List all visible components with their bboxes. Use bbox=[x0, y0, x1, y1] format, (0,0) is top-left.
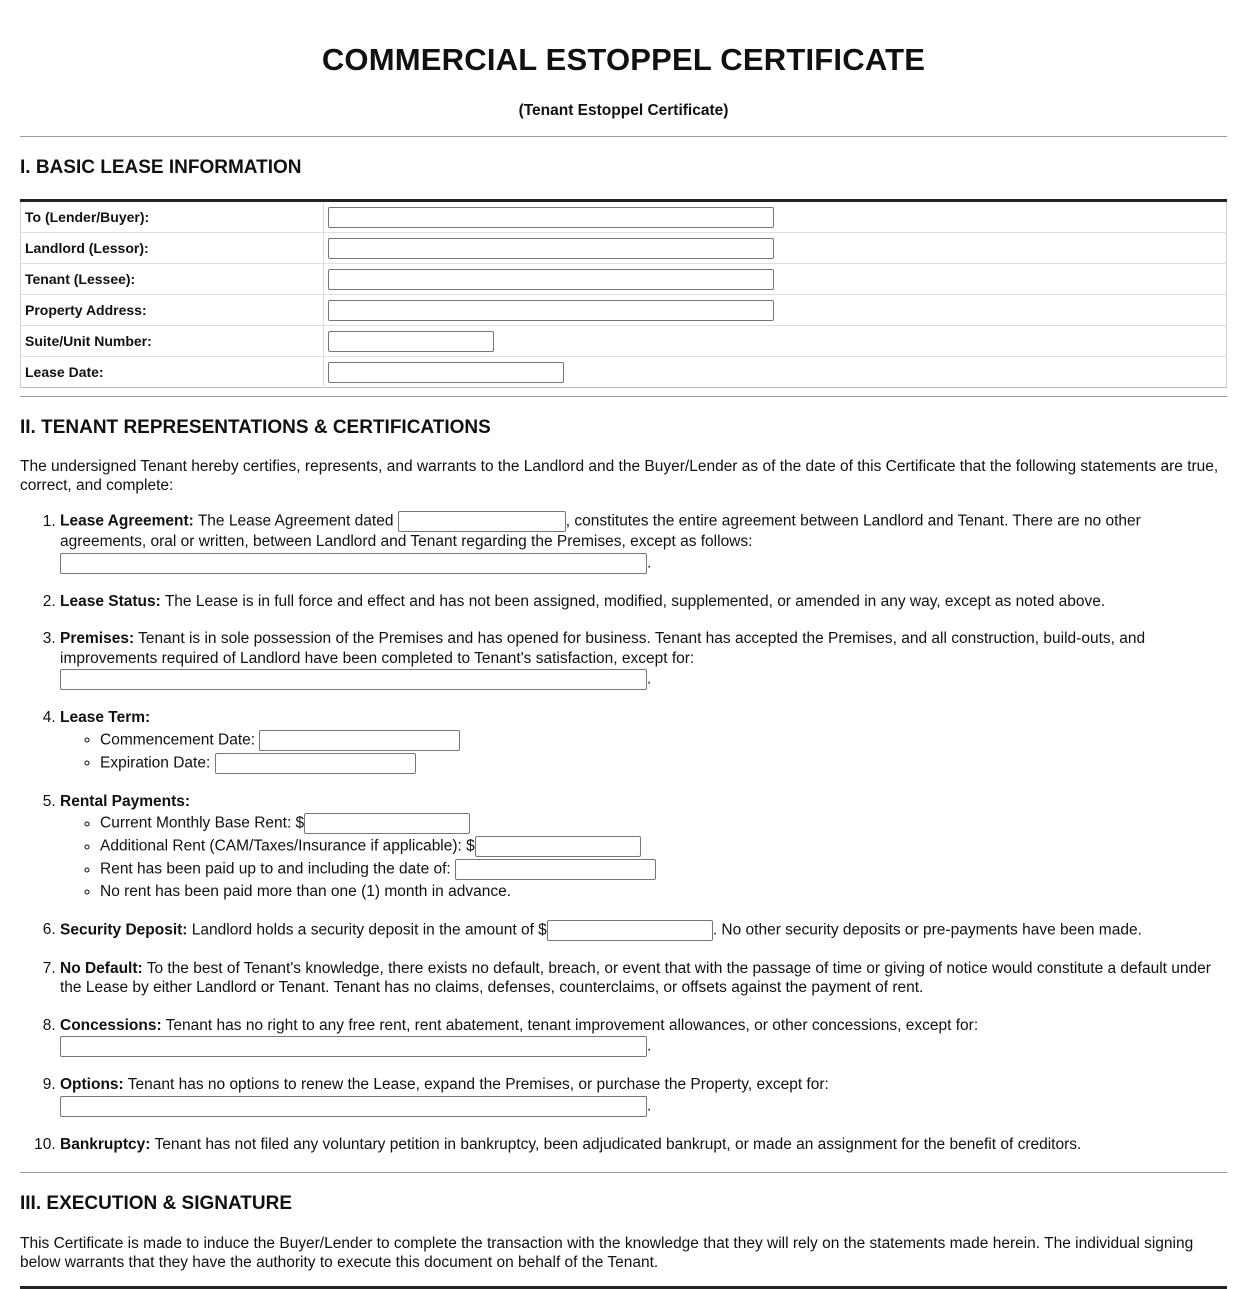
table-row bbox=[21, 201, 1227, 233]
list-item-options: 9. Options: Tenant has no options to renew the Lease, expand the Premises, or purchase the Property, except for: . bbox=[60, 1075, 1227, 1117]
options-exceptions-input[interactable] bbox=[60, 1096, 647, 1117]
item-text: To the best of Tenant's knowledge, there exists no default, breach, or event that with the passage of time or giving of notice would constitute a default under the Lease by either Landlord or Tenant. Tenant has no claims, defenses, counterclaims, or offsets against the payment of rent. bbox=[60, 959, 1211, 996]
list-item-premises: 3. Premises: Tenant is in sole possession of the Premises and has opened for business. Tenant has accepted the Premises, and all construction, build-outs, and improvements required of Landlord have been completed to Tenant's satisfaction, except for: . bbox=[60, 629, 1227, 690]
tenant-input[interactable] bbox=[328, 269, 774, 290]
divider bbox=[20, 396, 1227, 397]
table-row bbox=[21, 264, 1227, 295]
rent-paid-through-input[interactable] bbox=[455, 859, 656, 880]
document-title: COMMERCIAL ESTOPPEL CERTIFICATE bbox=[321, 42, 926, 77]
list-item-bankruptcy bbox=[60, 1135, 1227, 1155]
list-item-lease-agreement: 1. Lease Agreement: The Lease Agreement dated , constitutes the entire agreement between Landlord and Tenant. There are no other agreements, oral or written, between Landlord and Tenant regarding the Premises, except as follows: . bbox=[60, 511, 1227, 574]
suite-unit-input[interactable] bbox=[328, 331, 494, 352]
representations-intro: The undersigned Tenant hereby certifies, represents, and warrants to the Landlord and the Buyer/Lender as of the date of this Certificate that the following statements are true, correct, and complete: bbox=[20, 458, 1219, 494]
item-title: No Default: bbox=[60, 959, 143, 977]
property-address-label: Property Address: bbox=[21, 295, 324, 326]
item-text: Tenant is in sole possession of the Premises and has opened for business. Tenant has accepted the Premises, and all construction, build-outs, and improvements required of Landlord have been completed to Tenant's satisfaction, except for: bbox=[60, 630, 1146, 667]
basic-lease-info-table bbox=[20, 199, 1227, 388]
divider bbox=[20, 136, 1227, 137]
item-title: Premises: bbox=[60, 630, 135, 647]
list-item-lease-status bbox=[60, 592, 1227, 612]
item-title: Lease Term: bbox=[60, 709, 151, 726]
item-text: , constitutes the entire agreement between Landlord and Tenant. There are no other agreements, oral or written, between Landlord and Tenant regarding the Premises, except as follows: bbox=[60, 512, 1141, 550]
item-text: . No other security deposits or pre-payments have been made. bbox=[712, 921, 1142, 939]
item-title: Security Deposit: bbox=[60, 921, 188, 939]
property-address-input[interactable] bbox=[328, 300, 774, 321]
lease-agreement-exceptions-input[interactable] bbox=[60, 553, 647, 574]
tenant-label: Tenant (Lessee): bbox=[21, 264, 324, 295]
sub-item-expiration-date: ◦ Expiration Date: bbox=[100, 753, 1227, 774]
item-title: Rental Payments: bbox=[60, 792, 191, 810]
table-row bbox=[21, 357, 1227, 388]
to-lender-buyer-label: To (Lender/Buyer): bbox=[21, 201, 324, 233]
item-text: Tenant has no options to renew the Lease, expand the Premises, or purchase the Property, except for: bbox=[127, 1076, 829, 1093]
section-heading-basic-lease-info: I. BASIC LEASE INFORMATION bbox=[20, 157, 302, 178]
commencement-date-input[interactable] bbox=[259, 730, 460, 751]
premises-exceptions-input[interactable] bbox=[60, 669, 647, 690]
table-row bbox=[21, 233, 1227, 264]
additional-rent-input[interactable] bbox=[475, 836, 641, 857]
execution-statement: This Certificate is made to induce the Buyer/Lender to complete the transaction with the knowledge that they will rely on the statements made herein. The individual signing below warrants that they have the authority to execute this document on behalf of the Tenant. bbox=[20, 1235, 1194, 1271]
lease-date-label: Lease Date: bbox=[21, 357, 324, 388]
section-heading-tenant-representations: II. TENANT REPRESENTATIONS & CERTIFICATIONS bbox=[20, 417, 491, 438]
base-rent-input[interactable] bbox=[304, 813, 470, 834]
list-item-security-deposit bbox=[60, 920, 1227, 941]
expiration-date-input[interactable] bbox=[215, 753, 416, 774]
landlord-label: Landlord (Lessor): bbox=[21, 233, 324, 264]
lease-date-input[interactable] bbox=[328, 362, 564, 383]
list-item-no-default bbox=[60, 959, 1227, 998]
landlord-input[interactable] bbox=[328, 238, 774, 259]
item-title: Options: bbox=[60, 1076, 124, 1093]
sub-item-no-advance-rent: ◦ No rent has been paid more than one (1) month in advance. bbox=[100, 882, 1227, 902]
item-title: Lease Agreement: bbox=[60, 512, 194, 530]
item-text: The Lease Agreement dated bbox=[197, 512, 394, 530]
list-item-lease-term bbox=[60, 708, 1227, 774]
table-row bbox=[21, 295, 1227, 326]
item-text: Landlord holds a security deposit in the amount of $ bbox=[191, 921, 547, 939]
suite-unit-label: Suite/Unit Number: bbox=[21, 326, 324, 357]
item-title: Bankruptcy: bbox=[60, 1135, 151, 1153]
to-lender-buyer-input[interactable] bbox=[328, 207, 774, 228]
security-deposit-input[interactable] bbox=[547, 920, 713, 941]
section-heading-execution-signature: III. EXECUTION & SIGNATURE bbox=[20, 1193, 293, 1214]
item-text: Tenant has no right to any free rent, rent abatement, tenant improvement allowances, or other concessions, except for: bbox=[165, 1016, 979, 1034]
list-item-concessions: 8. Concessions: Tenant has no right to any free rent, rent abatement, tenant improvement allowances, or other concessions, except for: . bbox=[60, 1016, 1227, 1058]
sub-item-commencement-date: ◦ Commencement Date: bbox=[100, 730, 1227, 751]
list-item-rental-payments bbox=[60, 792, 1227, 902]
table-row bbox=[21, 326, 1227, 357]
item-title: Concessions: bbox=[60, 1016, 162, 1034]
document-subtitle: (Tenant Estoppel Certificate) bbox=[518, 102, 729, 119]
representations-list bbox=[20, 511, 1227, 1154]
concessions-exceptions-input[interactable] bbox=[60, 1036, 647, 1057]
item-text: The Lease is in full force and effect and has not been assigned, modified, supplemented, or amended in any way, except as noted above. bbox=[164, 592, 1106, 610]
item-title: Lease Status: bbox=[60, 592, 161, 610]
sub-item-base-rent: ◦ Current Monthly Base Rent: $ bbox=[100, 813, 1227, 834]
sub-item-additional-rent: ◦ Additional Rent (CAM/Taxes/Insurance if applicable): $ bbox=[100, 836, 1227, 857]
item-text: Tenant has not filed any voluntary petition in bankruptcy, been adjudicated bankrupt, or made an assignment for the benefit of creditors. bbox=[154, 1135, 1082, 1153]
divider bbox=[20, 1172, 1227, 1173]
lease-agreement-date-input[interactable] bbox=[398, 511, 566, 532]
sub-item-rent-paid-through: ◦ Rent has been paid up to and including the date of: bbox=[100, 859, 1227, 880]
